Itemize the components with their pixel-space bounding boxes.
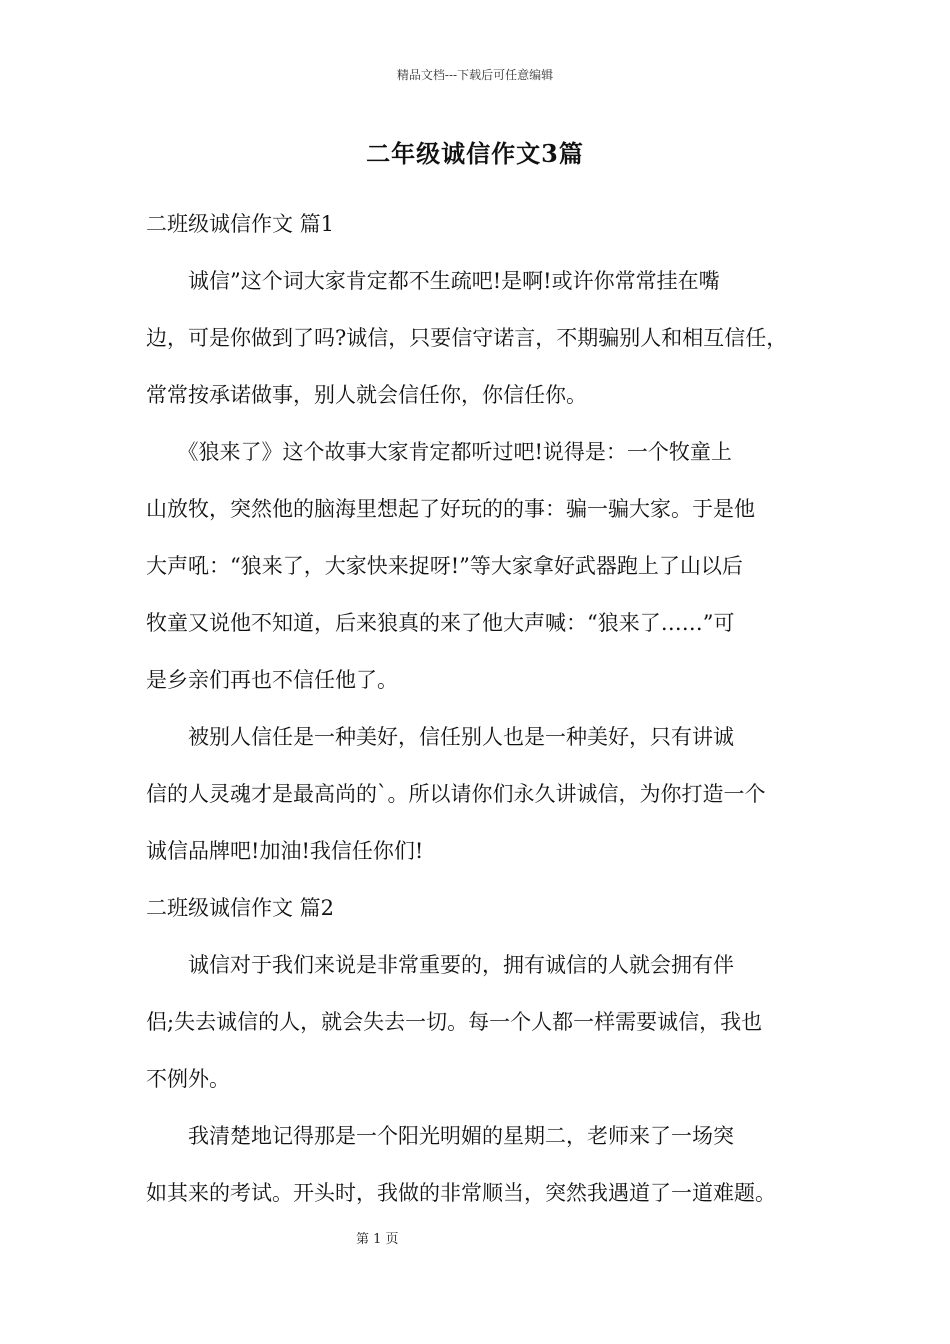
body-line: 山放牧，突然他的脑海里想起了好玩的的事：骗一骗大家。于是他 [146, 497, 755, 521]
body-line: 诚信”这个词大家肯定都不生疏吧!是啊!或许你常常挂在嘴 [146, 269, 720, 293]
body-line: 常常按承诺做事，别人就会信任你，你信任你。 [146, 383, 587, 407]
body-line: 是乡亲们再也不信任他了。 [146, 668, 398, 692]
document-title: 二年级诚信作文3篇 [366, 139, 584, 168]
body-line: 大声吼：“狼来了，大家快来捉呀!”等大家拿好武器跑上了山以后 [146, 554, 743, 578]
body-line: 我清楚地记得那是一个阳光明媚的星期二，老师来了一场突 [146, 1124, 734, 1148]
body-line: 诚信对于我们来说是非常重要的，拥有诚信的人就会拥有伴 [146, 953, 734, 977]
body-line: 不例外。 [146, 1067, 230, 1091]
body-line: 牧童又说他不知道，后来狼真的来了他大声喊：“狼来了……”可 [146, 611, 735, 635]
body-line: 如其来的考试。开头时，我做的非常顺当，突然我遇道了一道难题。 [146, 1181, 776, 1205]
body-line: 侣;失去诚信的人，就会失去一切。每一个人都一样需要诚信，我也 [146, 1010, 763, 1034]
body-line: 《狼来了》这个故事大家肯定都听过吧!说得是：一个牧童上 [146, 440, 732, 464]
section-heading-2: 二班级诚信作文 篇2 [146, 896, 335, 920]
body-line: 边，可是你做到了吗?诚信，只要信守诺言，不期骗别人和相互信任， [146, 326, 788, 350]
body-line: 被别人信任是一种美好，信任别人也是一种美好，只有讲诚 [146, 725, 734, 749]
body-line: 信的人灵魂才是最高尚的`。所以请你们永久讲诚信，为你打造一个 [146, 782, 766, 806]
page-header: 精品文档---下载后可任意编辑 [396, 68, 554, 82]
section-heading-1: 二班级诚信作文 篇1 [146, 212, 335, 236]
body-line: 诚信品牌吧!加油!我信任你们! [146, 839, 424, 863]
page-number: 第 1 页 [356, 1232, 399, 1247]
